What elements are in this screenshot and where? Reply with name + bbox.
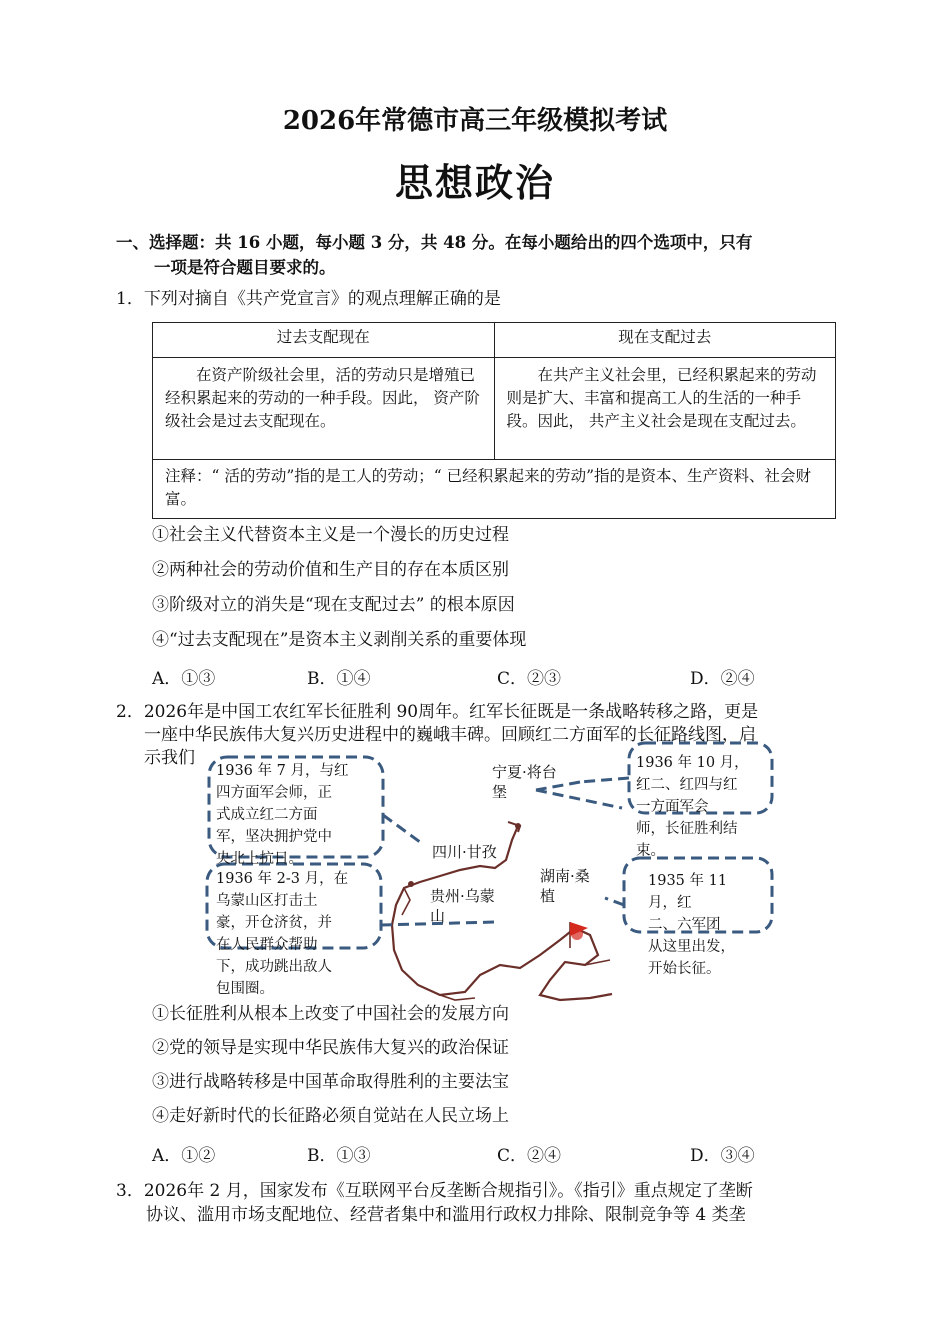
q1-answer-c[interactable]: C．②③ <box>497 669 562 689</box>
q2-answer-d[interactable]: D．③④ <box>690 1146 755 1166</box>
table-cell-present: 在共产主义社会里，已经积累起来的劳动则是扩大、丰富和提高工人的生活的一种手段。因此， 共产主义社会是现在支配过去。 <box>494 358 836 460</box>
table-header-present: 现在支配过去 <box>494 323 836 358</box>
q2-stem-line-2: 一座中华民族伟大复兴历史进程中的巍峨丰碑。回顾红二方面军的长征路线图，启 <box>144 725 756 745</box>
place-ningxia: 宁夏·将台 堡 <box>492 763 557 801</box>
table-header-past: 过去支配现在 <box>153 323 495 358</box>
q2-option-4: ④走好新时代的长征路必须自觉站在人民立场上 <box>152 1106 509 1126</box>
q1-stem: 1．下列对摘自《共产党宣言》的观点理解正确的是 <box>116 289 501 309</box>
q2-answer-b[interactable]: B．①③ <box>307 1146 371 1166</box>
q3-stem-line-2: 协议、滥用市场支配地位、经营者集中和滥用行政权力排除、限制竞争等 4 类垄 <box>146 1205 746 1225</box>
callout-2-text: 1936 年 2-3 月，在 乌蒙山区打击土 豪，开仓济贫，并 在人民群众帮助 下，成功跳出敌人 包围圈。 <box>216 871 349 997</box>
red-flag-icon <box>570 922 588 948</box>
place-sichuan: 四川·甘孜 <box>432 843 497 861</box>
callout-1-text: 1936 年 7 月，与红 四方面军会师，正 式成立红二方面 军，坚决拥护党中 央北上抗日。 <box>216 763 349 867</box>
q2-stem-line-3: 示我们 <box>144 748 195 768</box>
q1-option-1: ①社会主义代替资本主义是一个漫长的历史过程 <box>152 525 509 545</box>
q2-option-3: ③进行战略转移是中国革命取得胜利的主要法宝 <box>152 1072 509 1092</box>
callout-3-text: 1936 年 10 月， 红二、红四与红 一方面军会 师，长征胜利结 束。 <box>636 755 749 859</box>
q1-answer-d[interactable]: D．②④ <box>690 669 755 689</box>
callout-4-text: 1935 年 11 月，红 二、六军团 从这里出发， 开始长征。 <box>648 873 735 977</box>
q3-stem-line-1: 3．2026年 2 月，国家发布《互联网平台反垄断合规指引》。《指引》重点规定了垄断 <box>116 1181 753 1201</box>
q1-answer-a[interactable]: A．①③ <box>152 669 216 689</box>
q2-answer-c[interactable]: C．②④ <box>497 1146 562 1166</box>
q1-answer-b[interactable]: B．①④ <box>307 669 371 689</box>
q2-option-1: ①长征胜利从根本上改变了中国社会的发展方向 <box>152 1004 509 1024</box>
table-note: 注释：“ 活的劳动”指的是工人的劳动；“ 已经积累起来的劳动”指的是资本、生产资料、社会财富。 <box>153 460 836 519</box>
march-route-line <box>392 826 612 1000</box>
q2-answer-a[interactable]: A．①② <box>152 1146 216 1166</box>
section-line-1: 一、选择题：共 16 小题，每小题 3 分，共 48 分。在每小题给出的四个选项中，只有 <box>116 233 753 252</box>
q1-option-2: ②两种社会的劳动价值和生产目的存在本质区别 <box>152 560 509 580</box>
q1-option-4: ④“过去支配现在”是资本主义剥削关系的重要体现 <box>152 630 527 650</box>
subject-title: 思想政治 <box>394 160 555 205</box>
section-line-2: 一项是符合题目要求的。 <box>154 258 336 277</box>
q2-stem-line-1: 2．2026年是中国工农红军长征胜利 90周年。红军长征既是一条战略转移之路，更是 <box>116 702 759 722</box>
place-guizhou: 贵州·乌蒙 山 <box>430 887 495 925</box>
place-hunan: 湖南·桑 植 <box>540 867 590 905</box>
table-cell-past: 在资产阶级社会里，活的劳动只是增殖已经积累起来的劳动的一种手段。因此， 资产阶级社会是过去支配现在。 <box>153 358 495 460</box>
q2-option-2: ②党的领导是实现中华民族伟大复兴的政治保证 <box>152 1038 509 1058</box>
q1-option-3: ③阶级对立的消失是“现在支配过去” 的根本原因 <box>152 595 515 615</box>
exam-title: 2026年常德市高三年级模拟考试 <box>282 106 668 136</box>
